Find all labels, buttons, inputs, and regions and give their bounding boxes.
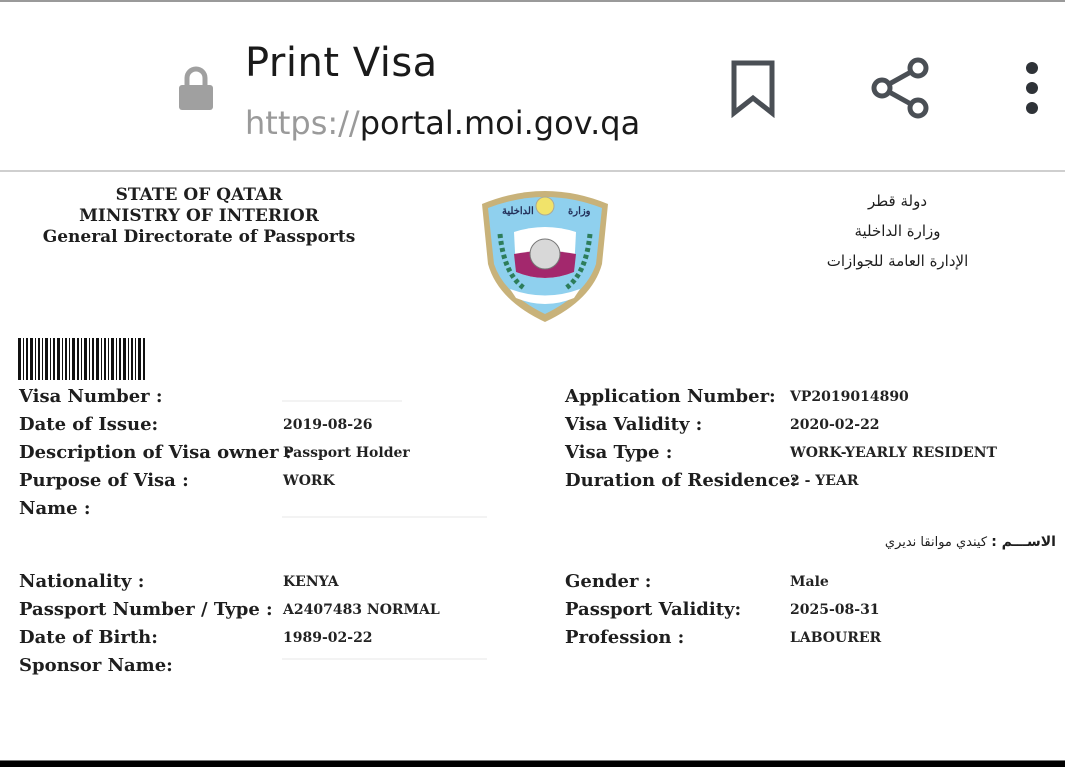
ministry-emblem-icon: [474, 184, 616, 324]
label-visa-owner-description: Description of Visa owner :: [19, 442, 292, 463]
redacted-name: [282, 516, 487, 518]
value-date-of-issue: 2019-08-26: [283, 417, 373, 433]
header-line-directorate-ar: الإدارة العامة للجوازات: [826, 252, 969, 270]
redacted-sponsor-name: [282, 658, 487, 660]
label-visa-number: Visa Number :: [19, 386, 163, 407]
value-visa-owner-description: Passport Holder: [283, 445, 410, 461]
value-profession: LABOURER: [790, 630, 882, 646]
value-duration-of-residence: 2 - YEAR: [790, 473, 859, 489]
value-visa-validity: 2020-02-22: [790, 417, 880, 433]
arabic-name-label: الاســـم :: [991, 534, 1056, 550]
arabic-name-line: [880, 534, 1056, 550]
label-visa-type: Visa Type :: [565, 442, 673, 463]
header-line-state-ar: دولة قطر: [867, 192, 928, 210]
value-nationality: KENYA: [283, 574, 339, 590]
bookmark-icon[interactable]: [731, 60, 775, 118]
header-line-state: STATE OF QATAR: [115, 185, 283, 205]
redacted-visa-number: [282, 400, 402, 402]
url-display[interactable]: [245, 104, 640, 142]
value-passport-validity: 2025-08-31: [790, 602, 880, 618]
value-application-number: VP2019014890: [790, 389, 909, 405]
barcode-icon: [18, 338, 146, 380]
arabic-name-value: كيندي موانقا نديري: [884, 535, 988, 550]
svg-text:وزارة: وزارة: [568, 206, 591, 217]
label-gender: Gender :: [565, 571, 652, 592]
label-profession: Profession :: [565, 627, 685, 648]
label-date-of-birth: Date of Birth:: [19, 627, 158, 648]
label-application-number: Application Number:: [565, 386, 776, 407]
label-nationality: Nationality :: [19, 571, 145, 592]
label-duration-of-residence: Duration of Residence:: [565, 470, 797, 491]
value-passport-number-type: A2407483 NORMAL: [283, 602, 440, 618]
page-title: Print Visa: [245, 40, 438, 86]
value-purpose-of-visa: WORK: [283, 473, 335, 489]
label-purpose-of-visa: Purpose of Visa :: [19, 470, 189, 491]
svg-text:الداخلية: الداخلية: [502, 206, 534, 217]
header-line-directorate: General Directorate of Passports: [42, 227, 356, 247]
url-scheme: https://: [245, 104, 360, 142]
label-passport-validity: Passport Validity:: [565, 599, 742, 620]
label-name: Name :: [19, 498, 91, 519]
share-icon[interactable]: [870, 56, 930, 120]
header-line-ministry-ar: وزارة الداخلية: [854, 222, 941, 240]
value-visa-type: WORK-YEARLY RESIDENT: [790, 445, 997, 461]
lock-icon: [179, 66, 213, 110]
browser-toolbar: [0, 0, 1065, 172]
label-passport-number-type: Passport Number / Type :: [19, 599, 273, 620]
value-gender: Male: [790, 574, 829, 590]
issuer-header-english: [40, 185, 358, 248]
header-line-ministry: MINISTRY OF INTERIOR: [79, 206, 319, 226]
label-date-of-issue: Date of Issue:: [19, 414, 159, 435]
more-options-icon[interactable]: [1020, 60, 1044, 116]
issuer-header-arabic: [790, 186, 1005, 276]
label-visa-validity: Visa Validity :: [565, 414, 703, 435]
label-sponsor-name: Sponsor Name:: [19, 655, 173, 676]
url-host: portal.moi.gov.qa: [359, 104, 641, 142]
value-date-of-birth: 1989-02-22: [283, 630, 373, 646]
